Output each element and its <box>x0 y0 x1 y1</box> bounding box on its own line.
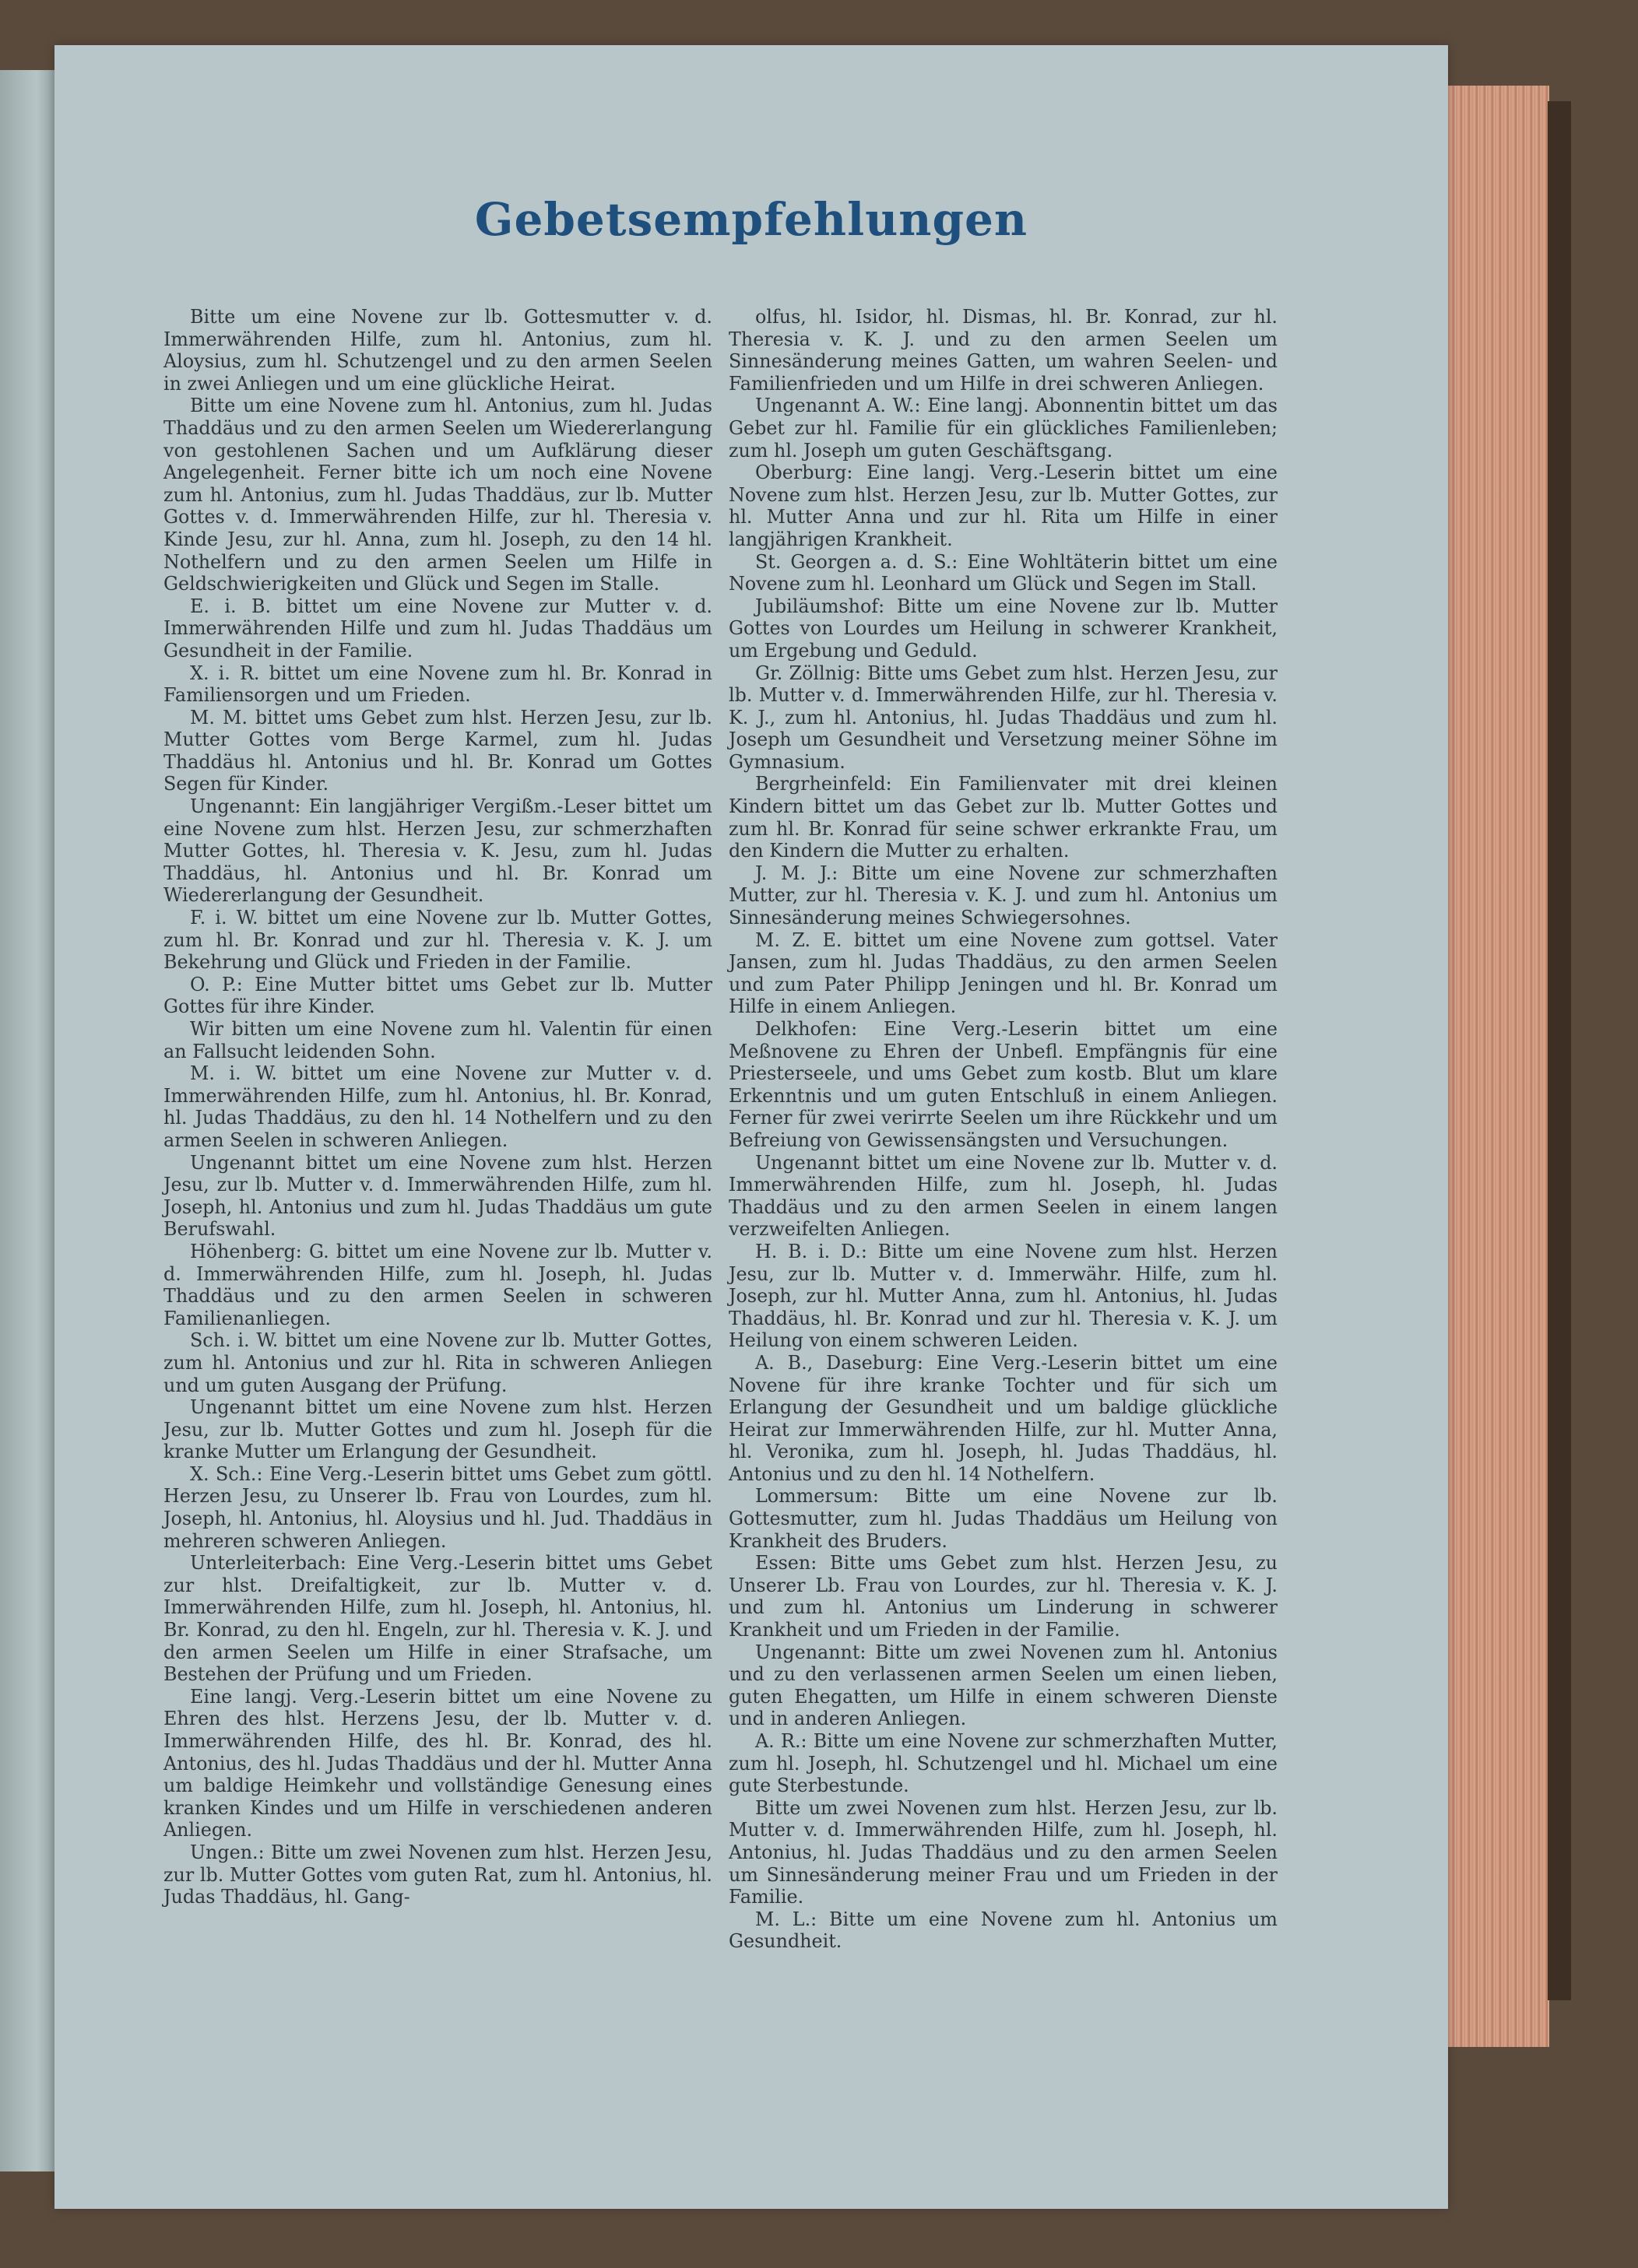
prayer-request-paragraph: H. B. i. D.: Bitte um eine Novene zum hlst. Herzen Jesu, zur lb. Mutter v. d. Immerwähr. Hilfe, zum hl. Joseph, zur hl. Mutter Anna, zum hl. Antonius, hl. Judas Thaddäus, hl. Br. Konrad und zur hl. Theresia v. K. J. um Heilung von einem schweren Leiden. <box>729 1240 1278 1352</box>
prayer-request-paragraph: Essen: Bitte ums Gebet zum hlst. Herzen Jesu, zu Unserer Lb. Frau von Lourdes, zur hl. Theresia v. K. J. und zum hl. Antonius um Linderung in schwerer Krankheit und um Frieden in der Familie. <box>729 1552 1278 1641</box>
prayer-request-paragraph: Oberburg: Eine langj. Verg.-Leserin bittet um eine Novene zum hlst. Herzen Jesu, zur lb. Mutter Gottes, zur hl. Mutter Anna und zur hl. Rita um Hilfe in einer langjährigen Krankheit. <box>729 462 1278 550</box>
prayer-request-paragraph: J. M. J.: Bitte um eine Novene zur schmerzhaften Mutter, zur hl. Theresia v. K. J. und zum hl. Antonius um Sinnesänderung meines Schwiegersohnes. <box>729 862 1278 929</box>
prayer-request-paragraph: Ungenannt A. W.: Eine langj. Abonnentin bittet um das Gebet zur hl. Familie für ein glückliches Familienleben; zum hl. Joseph um guten Geschäftsgang. <box>729 395 1278 462</box>
prayer-request-paragraph: Ungenannt bittet um eine Novene zur lb. Mutter v. d. Immerwährenden Hilfe, zum hl. Joseph, hl. Judas Thaddäus und zu den armen Seelen in einem langen verzweifelten Anliegen. <box>729 1151 1278 1241</box>
prayer-request-paragraph: M. L.: Bitte um eine Novene zum hl. Antonius um Gesundheit. <box>729 1908 1278 1953</box>
right-column <box>729 306 1278 1953</box>
prayer-request-paragraph: M. Z. E. bittet um eine Novene zum gottsel. Vater Jansen, zum hl. Judas Thaddäus, zu den armen Seelen und zum Pater Philipp Jeningen und hl. Br. Konrad um Hilfe in einem Anliegen. <box>729 929 1278 1018</box>
prayer-request-paragraph: M. i. W. bittet um eine Novene zur Mutter v. d. Immerwährenden Hilfe, zum hl. Antonius, hl. Br. Konrad, hl. Judas Thaddäus, zu den hl. 14 Nothelfern und zu den armen Seelen in schweren Anliegen. <box>163 1062 712 1151</box>
prayer-request-paragraph: Gr. Zöllnig: Bitte ums Gebet zum hlst. Herzen Jesu, zur lb. Mutter v. d. Immerwährenden Hilfe, zur hl. Theresia v. K. J., zum hl. Antonius, hl. Judas Thaddäus und zum hl. Joseph um Gesundheit und Versetzung meiner Söhne im Gymnasium. <box>729 662 1278 773</box>
prayer-request-paragraph: Bergrheinfeld: Ein Familienvater mit drei kleinen Kindern bittet um das Gebet zur lb. Mutter Gottes und zum hl. Br. Konrad für seine schwer erkrankte Frau, um den Kindern die Mutter zu erhalten. <box>729 773 1278 862</box>
prayer-request-paragraph: Ungen.: Bitte um zwei Novenen zum hlst. Herzen Jesu, zur lb. Mutter Gottes vom guten Rat, zum hl. Antonius, hl. Judas Thaddäus, hl. Gang- <box>163 1841 712 1908</box>
document-page <box>54 45 1448 2209</box>
prayer-request-paragraph: Unterleiterbach: Eine Verg.-Leserin bittet ums Gebet zur hlst. Dreifaltigkeit, zur lb. Mutter v. d. Immerwährenden Hilfe, zum hl. Joseph, hl. Antonius, hl. Br. Konrad, zu den hl. Engeln, zur hl. Theresia v. K. J. und den armen Seelen um Hilfe in einer Strafsache, um Bestehen der Prüfung und um Frieden. <box>163 1552 712 1686</box>
prayer-request-paragraph: olfus, hl. Isidor, hl. Dismas, hl. Br. Konrad, zur hl. Theresia v. K. J. und zu den armen Seelen um Sinnesänderung meines Gatten, um wahren Seelen- und Familienfrieden und um Hilfe in drei schweren Anliegen. <box>729 306 1278 395</box>
prayer-request-paragraph: X. i. R. bittet um eine Novene zum hl. Br. Konrad in Familiensorgen und um Frieden. <box>163 662 712 707</box>
prayer-request-paragraph: Bitte um zwei Novenen zum hlst. Herzen Jesu, zur lb. Mutter v. d. Immerwährenden Hilfe, zum hl. Joseph, hl. Antonius, hl. Judas Thaddäus und zu den armen Seelen um Sinnesänderung meiner Frau und um Frieden in der Familie. <box>729 1796 1278 1908</box>
prayer-request-paragraph: Sch. i. W. bittet um eine Novene zur lb. Mutter Gottes, zum hl. Antonius und zur hl. Rita in schweren Anliegen und um guten Ausgang der Prüfung. <box>163 1329 712 1396</box>
prayer-request-paragraph: Ungenannt bittet um eine Novene zum hlst. Herzen Jesu, zur lb. Mutter v. d. Immerwährenden Hilfe, zum hl. Joseph, hl. Antonius und zum hl. Judas Thaddäus um gute Berufswahl. <box>163 1151 712 1241</box>
prayer-request-paragraph: Lommersum: Bitte um eine Novene zur lb. Gottesmutter, zum hl. Judas Thaddäus um Heilung von Krankheit des Bruders. <box>729 1485 1278 1552</box>
book-shadow <box>1548 101 1571 2000</box>
prayer-request-paragraph: F. i. W. bittet um eine Novene zur lb. Mutter Gottes, zum hl. Br. Konrad und zur hl. Theresia v. K. J. um Bekehrung und Glück und Frieden in der Familie. <box>163 907 712 974</box>
prayer-request-paragraph: St. Georgen a. d. S.: Eine Wohltäterin bittet um eine Novene zum hl. Leonhard um Glück und Segen im Stall. <box>729 550 1278 595</box>
prayer-request-paragraph: Ungenannt bittet um eine Novene zum hlst. Herzen Jesu, zur lb. Mutter Gottes und zum hl. Joseph für die kranke Mutter um Erlangung der Gesundheit. <box>163 1396 712 1463</box>
prayer-request-paragraph: Höhenberg: G. bittet um eine Novene zur lb. Mutter v. d. Immerwährenden Hilfe, zum hl. Joseph, hl. Judas Thaddäus und zu den armen Seelen in schweren Familienanliegen. <box>163 1240 712 1329</box>
prayer-request-paragraph: O. P.: Eine Mutter bittet ums Gebet zur lb. Mutter Gottes für ihre Kinder. <box>163 973 712 1018</box>
prayer-request-paragraph: X. Sch.: Eine Verg.-Leserin bittet ums Gebet zum göttl. Herzen Jesu, zu Unserer lb. Frau von Lourdes, zum hl. Joseph, hl. Antonius, hl. Aloysius und hl. Jud. Thaddäus in mehreren schweren Anliegen. <box>163 1462 712 1552</box>
prayer-request-paragraph: Bitte um eine Novene zum hl. Antonius, zum hl. Judas Thaddäus und zu den armen Seelen um Wiedererlangung von gestohlenen Sachen und um Aufklärung dieser Angelegenheit. Ferner bitte ich um noch eine Novene zum hl. Antonius, zum hl. Judas Thaddäus, zur lb. Mutter Gottes v. d. Immerwährenden Hilfe, zur hl. Theresia v. Kinde Jesu, zur hl. Anna, zum hl. Joseph, zu den 14 hl. Nothelfern und zu den armen Seelen um Hilfe in Geldschwierigkeiten und Glück und Segen im Stalle. <box>163 395 712 595</box>
prayer-request-paragraph: Ungenannt: Ein langjähriger Vergißm.-Leser bittet um eine Novene zum hlst. Herzen Jesu, zur schmerzhaften Mutter Gottes, hl. Theresia v. K. Jesu, zum hl. Judas Thaddäus, hl. Antonius und hl. Br. Konrad um Wiedererlangung der Gesundheit. <box>163 795 712 907</box>
prayer-request-paragraph: Delkhofen: Eine Verg.-Leserin bittet um eine Meßnovene zu Ehren der Unbefl. Empfängnis für eine Priesterseele, und ums Gebet zum kostb. Blut um klare Erkenntnis und um guten Entschluß in einem Anliegen. Ferner für zwei verirrte Seelen um ihre Rückkehr und um Befreiung von Gewissensängsten und Versuchungen. <box>729 1018 1278 1151</box>
prayer-request-paragraph: A. B., Daseburg: Eine Verg.-Leserin bittet um eine Novene für ihre kranke Tochter und für sich um Erlangung der Gesundheit und um baldige glückliche Heirat zur Immerwährenden Hilfe, zur hl. Mutter Anna, hl. Veronika, zum hl. Joseph, hl. Judas Thaddäus, hl. Antonius und zu den hl. 14 Nothelfern. <box>729 1351 1278 1485</box>
prayer-request-paragraph: Bitte um eine Novene zur lb. Gottesmutter v. d. Immerwährenden Hilfe, zum hl. Antonius, zum hl. Aloysius, zum hl. Schutzengel und zu den armen Seelen in zwei Anliegen und um eine glückliche Heirat. <box>163 306 712 395</box>
prayer-request-paragraph: Ungenannt: Bitte um zwei Novenen zum hl. Antonius und zu den verlassenen armen Seelen um einen lieben, guten Ehegatten, um Hilfe in einem schweren Dienste und in anderen Anliegen. <box>729 1641 1278 1730</box>
left-column <box>163 306 712 1908</box>
prayer-request-paragraph: A. R.: Bitte um eine Novene zur schmerzhaften Mutter, zum hl. Joseph, hl. Schutzengel und hl. Michael um eine gute Sterbestunde. <box>729 1730 1278 1797</box>
prayer-request-paragraph: M. M. bittet ums Gebet zum hlst. Herzen Jesu, zur lb. Mutter Gottes vom Berge Karmel, zum hl. Judas Thaddäus hl. Antonius und hl. Br. Konrad um Gottes Segen für Kinder. <box>163 706 712 795</box>
left-page-edge <box>0 70 61 2171</box>
prayer-request-paragraph: E. i. B. bittet um eine Novene zur Mutter v. d. Immerwährenden Hilfe und zum hl. Judas Thaddäus um Gesundheit in der Familie. <box>163 595 712 662</box>
page-title: Gebetsempfehlungen <box>474 193 1028 246</box>
prayer-request-paragraph: Eine langj. Verg.-Leserin bittet um eine Novene zu Ehren des hlst. Herzens Jesu, der lb. Mutter v. d. Immerwährenden Hilfe, des hl. Br. Konrad, des hl. Antonius, des hl. Judas Thaddäus und der hl. Mutter Anna um baldige Heimkehr und vollständige Genesung eines kranken Kindes und um Hilfe in verschiedenen anderen Anliegen. <box>163 1685 712 1841</box>
prayer-request-paragraph: Jubiläumshof: Bitte um eine Novene zur lb. Mutter Gottes von Lourdes um Heilung in schwerer Krankheit, um Ergebung und Geduld. <box>729 595 1278 662</box>
prayer-request-paragraph: Wir bitten um eine Novene zum hl. Valentin für einen an Fallsucht leidenden Sohn. <box>163 1018 712 1062</box>
